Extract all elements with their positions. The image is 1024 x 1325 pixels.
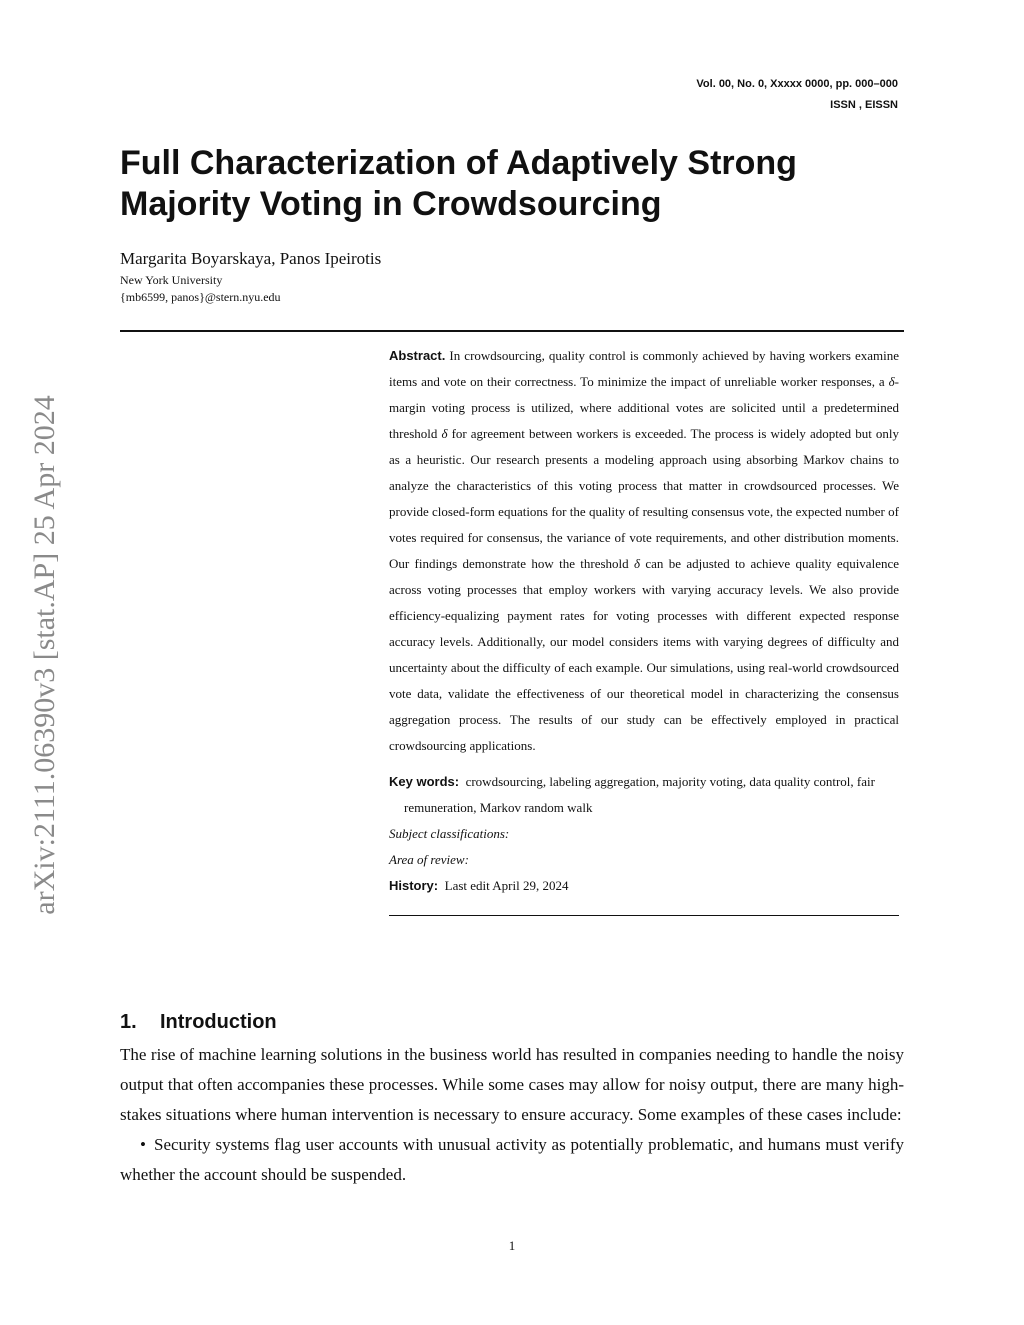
keywords-line — [389, 769, 899, 821]
paper-title: Full Characterization of Adaptively Strong Majority Voting in Crowdsourcing — [120, 144, 797, 223]
delta-symbol: δ — [634, 556, 641, 571]
section-number: 1. — [120, 1011, 137, 1033]
section-title: Introduction — [160, 1011, 277, 1033]
keywords-value: crowdsourcing, labeling aggregation, majority voting, data quality control, fair remuneration, Markov random walk — [404, 774, 875, 815]
page-number: 1 — [508, 1238, 516, 1253]
author-list: Margarita Boyarskaya, Panos Ipeirotis — [120, 249, 382, 268]
list-item-text: Security systems flag user accounts with unusual activity as potentially problematic, and humans must verify whether the account should be suspended. — [120, 1135, 904, 1184]
abstract-text-part-2: -margin voting process is utilized, where additional votes are solicited until a predetermined threshold — [389, 374, 899, 441]
section-heading-introduction — [120, 1009, 277, 1035]
history-label: History: — [389, 878, 439, 893]
journal-volume-line: Vol. 00, No. 0, Xxxxx 0000, pp. 000–000 — [696, 78, 898, 90]
introduction-body — [120, 1040, 904, 1190]
abstract-divider — [389, 915, 899, 916]
list-item — [120, 1130, 904, 1190]
area-of-review: Area of review: — [389, 852, 469, 867]
subject-classifications: Subject classifications: — [389, 826, 510, 841]
abstract-text-part-1: In crowdsourcing, quality control is commonly achieved by having workers examine items and vote on their correctness. To minimize the impact of unreliable worker responses, a — [389, 348, 899, 389]
history-line — [389, 873, 899, 899]
intro-paragraph: The rise of machine learning solutions in the business world has resulted in companies needing to handle the noisy output that often accompanies these processes. While some cases may allow for noisy output, there are many high-stakes situations where human intervention is necessary to ensure accuracy. Some examples of these cases include: — [120, 1045, 904, 1124]
abstract-paragraph — [389, 343, 899, 759]
abstract-block — [389, 343, 899, 916]
abstract-text-part-4: can be adjusted to achieve quality equivalence across voting processes that employ workers with varying accuracy levels. We also provide efficiency-equalizing payment rates for voting processes with different expected response accuracy levels. Additionally, our model considers items with varying degrees of difficulty and uncertainty about the difficulty of each example. Our simulations, using real-world crowdsourced vote data, validate the effectiveness of our theoretical model in characterizing the consensus aggregation process. The results of our study can be effectively employed in practical crowdsourcing applications. — [389, 556, 900, 753]
abstract-label: Abstract. — [389, 348, 446, 363]
journal-issn-line: ISSN , EISSN — [830, 99, 898, 111]
author-email: {mb6599, panos}@stern.nyu.edu — [120, 290, 281, 304]
delta-symbol: δ — [888, 374, 895, 389]
bullet-icon: • — [140, 1135, 146, 1154]
arxiv-identifier-stamp: arXiv:2111.06390v3 [stat.AP] 25 Apr 2024 — [28, 395, 61, 915]
history-value: Last edit April 29, 2024 — [444, 878, 569, 893]
author-affiliation: New York University — [120, 273, 223, 287]
delta-symbol: δ — [441, 426, 448, 441]
keywords-label: Key words: — [389, 774, 460, 789]
abstract-text-part-3: for agreement between workers is exceeded. The process is widely adopted but only as a heuristic. Our research presents a modeling approach using absorbing Markov chains to analyze the characteristics of this voting process that matter in crowdsourced processes. We provide closed-form equations for the quality of resulting consensus vote, the expected number of votes required for consensus, the variance of vote requirements, and other distribution moments. Our findings demonstrate how the threshold — [389, 426, 899, 571]
header-divider — [120, 330, 904, 332]
